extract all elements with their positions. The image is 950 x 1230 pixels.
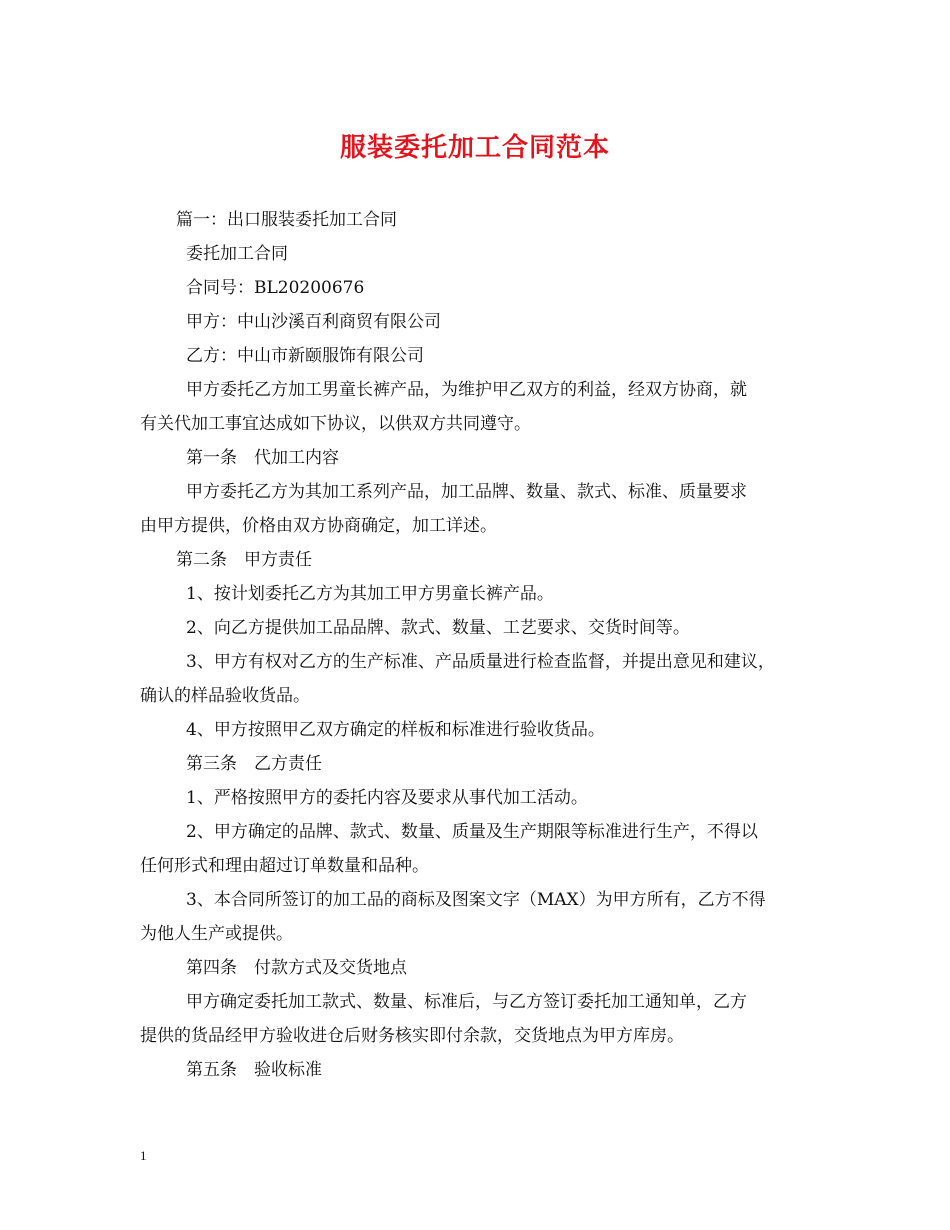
body-line: 1、严格按照甲方的委托内容及要求从事代加工活动。 xyxy=(186,788,588,808)
body-line: 由甲方提供，价格由双方协商确定，加工详述。 xyxy=(140,516,497,536)
body-line: 第五条 验收标准 xyxy=(186,1060,322,1080)
body-line: 确认的样品验收货品。 xyxy=(140,686,310,706)
body-line: 2、向乙方提供加工品品牌、款式、数量、工艺要求、交货时间等。 xyxy=(186,618,690,638)
page-number: 1 xyxy=(140,1148,147,1163)
body-line: 4、甲方按照甲乙双方确定的样板和标准进行验收货品。 xyxy=(186,720,605,740)
body-line: 3、甲方有权对乙方的生产标准、产品质量进行检查监督，并提出意见和建议， xyxy=(186,652,775,672)
body-line: 甲方确定委托加工款式、数量、标准后，与乙方签订委托加工通知单，乙方 xyxy=(186,992,747,1012)
body-line: 甲方委托乙方加工男童长裤产品，为维护甲乙双方的利益，经双方协商，就 xyxy=(186,380,747,400)
body-line: 乙方：中山市新颐服饰有限公司 xyxy=(186,346,424,366)
body-line: 提供的货品经甲方验收进仓后财务核实即付余款，交货地点为甲方库房。 xyxy=(140,1026,684,1046)
body-line: 委托加工合同 xyxy=(186,244,288,264)
body-line: 为他人生产或提供。 xyxy=(140,924,293,944)
document-title: 服装委托加工合同范本 xyxy=(339,133,610,163)
body-line: 第二条 甲方责任 xyxy=(176,550,312,570)
body-line: 合同号：BL20200676 xyxy=(186,278,365,298)
body-line: 1、按计划委托乙方为其加工甲方男童长裤产品。 xyxy=(186,584,554,604)
body-line: 第一条 代加工内容 xyxy=(186,448,339,468)
body-line: 有关代加工事宜达成如下协议，以供双方共同遵守。 xyxy=(140,414,531,434)
document-body xyxy=(140,203,816,1087)
body-line: 3、本合同所签订的加工品的商标及图案文字（MAX）为甲方所有，乙方不得 xyxy=(186,890,766,910)
body-line: 篇一：出口服装委托加工合同 xyxy=(176,210,397,230)
body-line: 第四条 付款方式及交货地点 xyxy=(186,958,407,978)
body-line: 第三条 乙方责任 xyxy=(186,754,322,774)
body-line: 任何形式和理由超过订单数量和品种。 xyxy=(140,856,429,876)
body-line: 甲方：中山沙溪百利商贸有限公司 xyxy=(186,312,441,332)
body-line: 甲方委托乙方为其加工系列产品，加工品牌、数量、款式、标准、质量要求 xyxy=(186,482,747,502)
body-line: 2、甲方确定的品牌、款式、数量、质量及生产期限等标准进行生产，不得以 xyxy=(186,822,758,842)
